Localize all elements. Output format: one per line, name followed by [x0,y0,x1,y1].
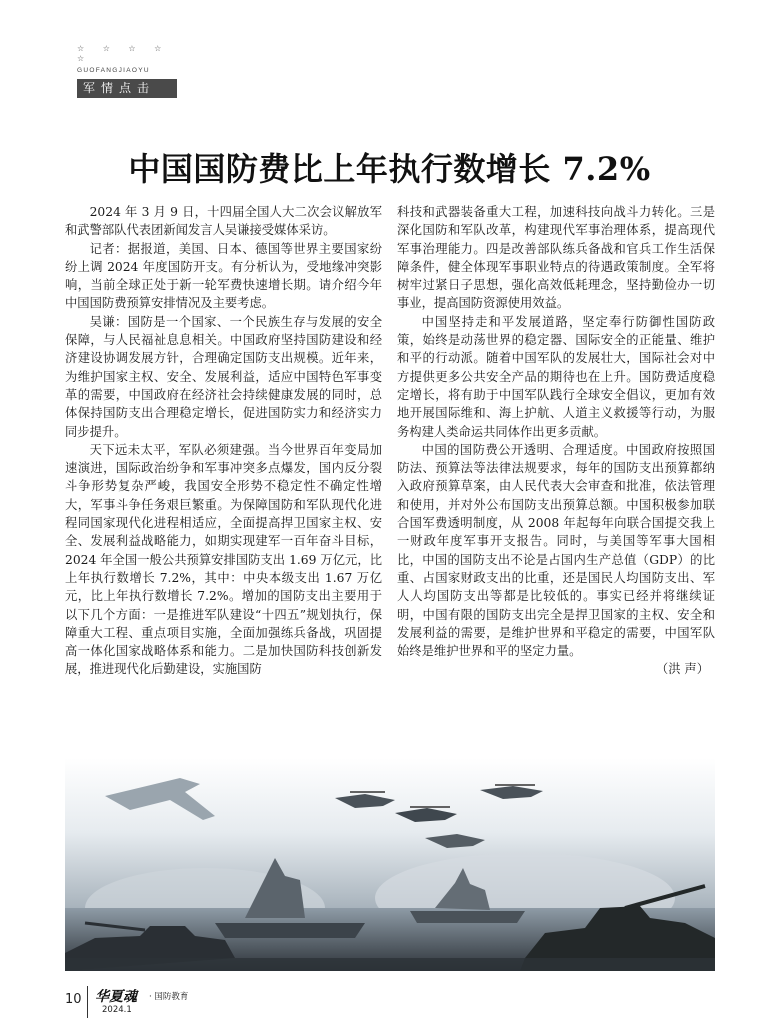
section-label: 军情点击 [77,79,177,98]
article-paragraph-continued: 科技和武器装备重大工程，加速科技向战斗力转化。三是深化国防和军队改革，构建现代军事治理体系，提高现代军事治理能力。四是改善部队练兵备战和官兵工作生活保障条件，健全体现军事职业特点的待遇政策制度。全军将树牢过紧日子思想，强化高效低耗理念，坚持勤俭办一切事业，提高国防资源使用效益。 [397,205,715,311]
magazine-issue: 2024.1 [102,1005,132,1015]
section-pinyin: GUOFANGJIAOYU [77,67,150,74]
magazine-section: · 国防教育 [149,992,189,1002]
page-number: 10 [65,992,82,1007]
article-author: （洪 声） [655,662,709,677]
article-paragraph: 吴谦：国防是一个国家、一个民族生存与发展的安全保障，与人民福祉息息相关。中国政府坚持国防建设和经济建设协调发展方针，合理确定国防支出规模。近年来，为维护国家主权、安全、发展利益，适应中国特色军事变革的需要，中国政府在经济社会持续健康发展的同时，总体保持国防支出合理稳定增长，促进国防实力和经济实力同步提升。 [65,314,382,439]
star-row-icon: ☆ ☆ ☆ ☆ ☆ [77,44,170,63]
article-column-right [397,203,715,679]
article-paragraph: 2024 年 3 月 9 日，十四届全国人大二次会议解放军和武警部队代表团新闻发言人吴谦接受媒体采访。 [65,205,382,238]
section-header [77,44,177,98]
article-paragraph: 记者：据报道，美国、日本、德国等世界主要国家纷纷上调 2024 年度国防开支。有分析认为，受地缘冲突影响，当前全球正处于新一轮军费快速增长期。请介绍今年中国国防费预算安排情况及主要考虑。 [65,241,382,311]
magazine-logo: 华夏魂 [95,989,137,1005]
military-parade-photo [65,758,715,971]
footer-divider [87,986,88,1018]
article-paragraph: 天下远未太平，军队必须建强。当今世界百年变局加速演进，国际政治纷争和军事冲突多点爆发，国内反分裂斗争形势复杂严峻，我国安全形势不稳定性不确定性增大，军事斗争任务艰巨繁重。为保障国防和军队现代化进程同国家现代化进程相适应，全面提高捍卫国家主权、安全、发展利益战略能力，如期实现建军一百年奋斗目标，2024 年全国一般公共预算安排国防支出 1.69 万亿元，比上年执行数增长 7.2%，其中：中央本级支出 1.67 万亿元，比上年执行数增长 7.2%。增加的国防支出主要用于以下几个方面：一是推进军队建设“十四五”规划执行，保障重大工程、重点项目实施，全面加强练兵备战，巩固提高一体化国家战略体系和能力。二是加快国防科技创新发展，推进现代化后勤建设，实施国防 [65,442,382,677]
article-paragraph: 中国坚持走和平发展道路，坚定奉行防御性国防政策，始终是动荡世界的稳定器、国际安全的正能量、维护和平的行动派。随着中国军队的发展壮大，国际社会对中方提供更多公共安全产品的期待也在上升。国防费适度稳定增长，将有助于中国军队践行全球安全倡议，更加有效地开展国际维和、海上护航、人道主义救援等行动，为服务构建人类命运共同体作出更多贡献。 [397,314,715,439]
page-footer [65,986,365,1018]
article-column-left [65,203,382,679]
article-paragraph: 中国的国防费公开透明、合理适度。中国政府按照国防法、预算法等法律法规要求，每年的国防支出预算都纳入政府预算草案，由人民代表大会审查和批准，依法管理和使用，并对外公布国防支出预算总额。中国积极参加联合国军费透明制度，从 2008 年起每年向联合国提交我上一财政年度军事开支报告。同时，与美国等军事大国相比，中国的国防支出不论是占国内生产总值（GDP）的比重、占国家财政支出的比重，还是国民人均国防支出、军人人均国防支出等都是比较低的。事实已经并将继续证明，中国有限的国防支出完全是捍卫国家的主权、安全和发展利益的需要，是维护世界和平稳定的需要，中国军队始终是维护世界和平的坚定力量。 [397,442,715,659]
article-title: 中国国防费比上年执行数增长 7.2% [128,150,651,188]
